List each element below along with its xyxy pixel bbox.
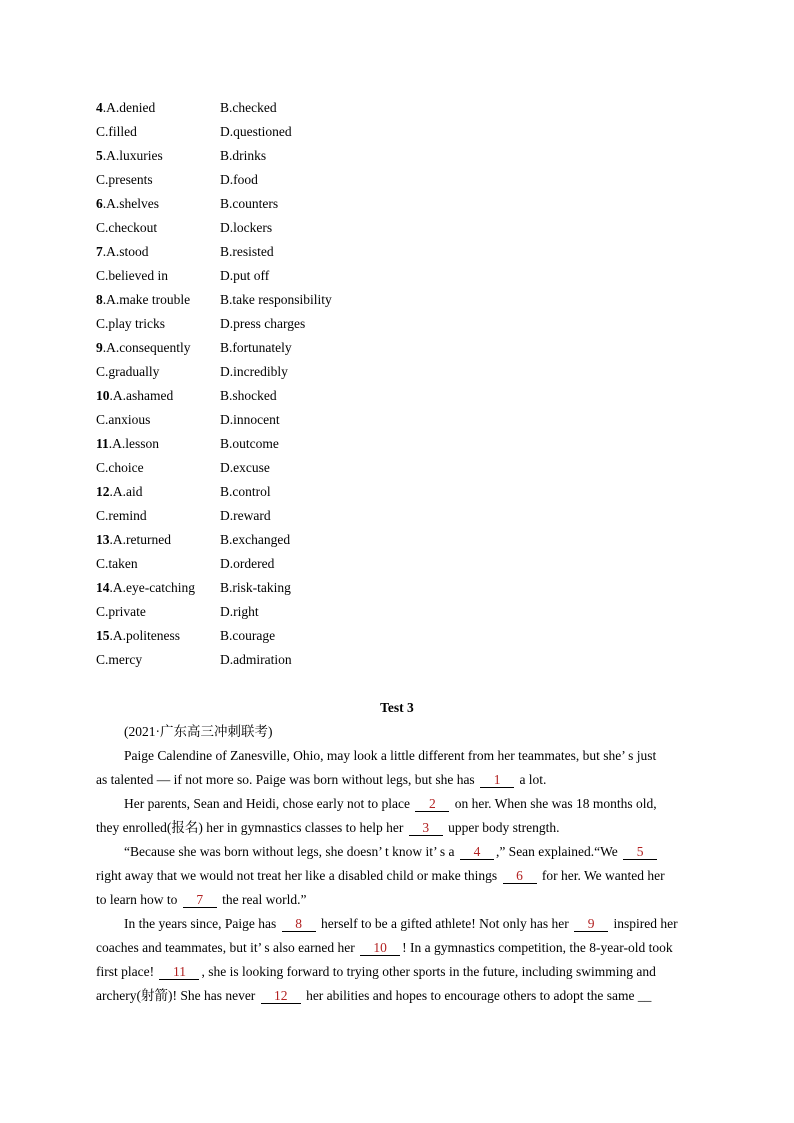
passage-line: [96, 795, 700, 819]
option-left: [96, 291, 190, 309]
option-row: [96, 603, 416, 627]
answer-blank[interactable]: 1: [480, 773, 514, 788]
option-right: B.counters: [220, 196, 279, 211]
option-row: [96, 627, 416, 651]
option-row: [96, 195, 416, 219]
option-row: [96, 387, 416, 411]
answer-blank[interactable]: 9: [574, 917, 608, 932]
question-number: 6: [96, 196, 103, 211]
option-right: B.outcome: [220, 436, 279, 451]
option-text: C.checkout: [96, 220, 158, 235]
option-row: [96, 315, 416, 339]
option-left: [96, 99, 155, 117]
passage-text: the real world.”: [218, 892, 307, 907]
option-right: D.questioned: [220, 124, 292, 139]
passage-line: [96, 915, 700, 939]
option-left: [96, 339, 190, 357]
passage-text: In the years since, Paige has: [124, 916, 280, 931]
option-row: [96, 411, 416, 435]
passage-text: (2021·广东高三冲刺联考): [124, 724, 273, 739]
passage-text: Her parents, Sean and Heidi, chose early not to place: [124, 796, 414, 811]
option-left: [96, 315, 165, 333]
test-title: Test 3: [380, 700, 414, 715]
option-text: .A.shelves: [102, 196, 159, 211]
option-left: [96, 507, 147, 525]
option-left: [96, 243, 149, 261]
option-left: [96, 459, 144, 477]
option-row: [96, 147, 416, 171]
question-number: 14: [96, 580, 110, 595]
passage-text: as talented — if not more so. Paige was born without legs, but she has: [96, 772, 479, 787]
passage-text: “Because she was born without legs, she doesn’ t know it’ s a: [124, 844, 458, 859]
option-right: B.shocked: [220, 388, 277, 403]
option-row: [96, 531, 416, 555]
passage-text: a lot.: [516, 772, 547, 787]
option-left: [96, 435, 159, 453]
answer-blank[interactable]: 12: [261, 989, 301, 1004]
passage-text: right away that we would not treat her like a disabled child or make things: [96, 868, 501, 883]
option-text: C.private: [96, 604, 146, 619]
option-row: [96, 123, 416, 147]
option-left: [96, 555, 138, 573]
passage-text: archery(射箭)! She has never: [96, 988, 259, 1003]
option-left: [96, 627, 180, 645]
option-text: C.play tricks: [96, 316, 165, 331]
option-row: [96, 243, 416, 267]
option-right: D.lockers: [220, 220, 273, 235]
option-row: [96, 171, 416, 195]
option-text: .A.stood: [102, 244, 149, 259]
option-right: D.food: [220, 172, 258, 187]
question-number: 4: [96, 100, 103, 115]
option-right: D.reward: [220, 508, 271, 523]
passage-text: they enrolled(报名) her in gymnastics classes to help her: [96, 820, 407, 835]
passage-text: upper body strength.: [444, 820, 560, 835]
option-right: B.drinks: [220, 148, 267, 163]
passage-line: [96, 891, 700, 915]
option-left: [96, 603, 146, 621]
answer-blank[interactable]: 3: [409, 821, 443, 836]
question-number: 9: [96, 340, 103, 355]
answer-blank[interactable]: 8: [282, 917, 316, 932]
answer-blank[interactable]: 6: [503, 869, 537, 884]
passage-text: on her. When she was 18 months old,: [451, 796, 657, 811]
options-list: [96, 99, 416, 675]
option-left: [96, 147, 163, 165]
passage-line: [96, 747, 700, 771]
passage-line: [96, 963, 700, 987]
option-right: B.courage: [220, 628, 276, 643]
answer-blank[interactable]: 2: [415, 797, 449, 812]
option-left: [96, 219, 157, 237]
option-right: D.ordered: [220, 556, 275, 571]
question-number: 13: [96, 532, 110, 547]
option-row: [96, 267, 416, 291]
option-text: C.mercy: [96, 652, 143, 667]
question-number: 10: [96, 388, 110, 403]
passage-line: [96, 867, 700, 891]
passage-text: , she is looking forward to trying other sports in the future, including swimming and: [201, 964, 656, 979]
passage-text: coaches and teammates, but it’ s also earned her: [96, 940, 359, 955]
option-left: [96, 651, 142, 669]
passage-text: first place!: [96, 964, 158, 979]
passage-line: [96, 819, 700, 843]
passage-line: [96, 723, 700, 747]
option-text: C.anxious: [96, 412, 151, 427]
option-text: .A.returned: [109, 532, 171, 547]
option-row: [96, 579, 416, 603]
option-text: .A.lesson: [108, 436, 160, 451]
option-left: [96, 171, 153, 189]
option-right: B.take responsibility: [220, 292, 332, 307]
option-right: B.control: [220, 484, 271, 499]
option-text: C.gradually: [96, 364, 160, 379]
option-row: [96, 651, 416, 675]
question-number: 12: [96, 484, 110, 499]
passage: [96, 723, 700, 1011]
option-right: D.press charges: [220, 316, 306, 331]
answer-blank[interactable]: 10: [360, 941, 400, 956]
option-row: [96, 99, 416, 123]
option-text: C.presents: [96, 172, 153, 187]
option-text: C.believed in: [96, 268, 168, 283]
passage-text: for her. We wanted her: [538, 868, 665, 883]
option-left: [96, 267, 168, 285]
question-number: 7: [96, 244, 103, 259]
answer-blank[interactable]: 5: [623, 845, 657, 860]
option-row: [96, 483, 416, 507]
option-left: [96, 387, 173, 405]
option-left: [96, 411, 150, 429]
passage-line: [96, 771, 700, 795]
option-text: .A.make trouble: [102, 292, 191, 307]
option-text: C.remind: [96, 508, 147, 523]
option-row: [96, 507, 416, 531]
option-row: [96, 555, 416, 579]
option-text: .A.luxuries: [102, 148, 163, 163]
passage-text: her abilities and hopes to encourage others to adopt the same __: [302, 988, 652, 1003]
option-left: [96, 483, 143, 501]
option-row: [96, 291, 416, 315]
option-text: C.choice: [96, 460, 144, 475]
option-right: D.incredibly: [220, 364, 288, 379]
option-right: D.innocent: [220, 412, 280, 427]
option-text: .A.ashamed: [109, 388, 174, 403]
passage-text: herself to be a gifted athlete! Not only has her: [317, 916, 573, 931]
option-text: .A.eye-catching: [109, 580, 195, 595]
option-right: B.exchanged: [220, 532, 291, 547]
passage-line: [96, 939, 700, 963]
option-left: [96, 531, 171, 549]
option-text: .A.politeness: [109, 628, 180, 643]
question-number: 5: [96, 148, 103, 163]
passage-line: [96, 843, 700, 867]
passage-line: [96, 987, 700, 1011]
option-row: [96, 339, 416, 363]
question-number: 15: [96, 628, 110, 643]
passage-text: to learn how to: [96, 892, 181, 907]
passage-text: ,” Sean explained.“We: [495, 844, 622, 859]
option-text: C.filled: [96, 124, 137, 139]
option-right: D.admiration: [220, 652, 292, 667]
option-left: [96, 123, 137, 141]
option-left: [96, 579, 195, 597]
question-number: 11: [96, 436, 109, 451]
option-right: D.right: [220, 604, 259, 619]
option-row: [96, 219, 416, 243]
option-text: .A.consequently: [102, 340, 191, 355]
answer-blank[interactable]: 4: [460, 845, 494, 860]
option-right: B.resisted: [220, 244, 274, 259]
passage-text: Paige Calendine of Zanesville, Ohio, may look a little different from her teammates, but she’ s just: [124, 748, 657, 763]
option-left: [96, 195, 159, 213]
option-right: D.put off: [220, 268, 270, 283]
option-text: C.taken: [96, 556, 138, 571]
option-row: [96, 363, 416, 387]
option-right: B.fortunately: [220, 340, 292, 355]
option-text: .A.denied: [102, 100, 156, 115]
option-right: B.risk-taking: [220, 580, 291, 595]
answer-blank[interactable]: 7: [183, 893, 217, 908]
option-text: .A.aid: [109, 484, 143, 499]
question-number: 8: [96, 292, 103, 307]
passage-text: inspired her: [610, 916, 678, 931]
answer-blank[interactable]: 11: [159, 965, 199, 980]
option-row: [96, 435, 416, 459]
option-left: [96, 363, 159, 381]
option-right: B.checked: [220, 100, 277, 115]
passage-text: ! In a gymnastics competition, the 8-year-old took: [402, 940, 673, 955]
option-row: [96, 459, 416, 483]
option-right: D.excuse: [220, 460, 270, 475]
